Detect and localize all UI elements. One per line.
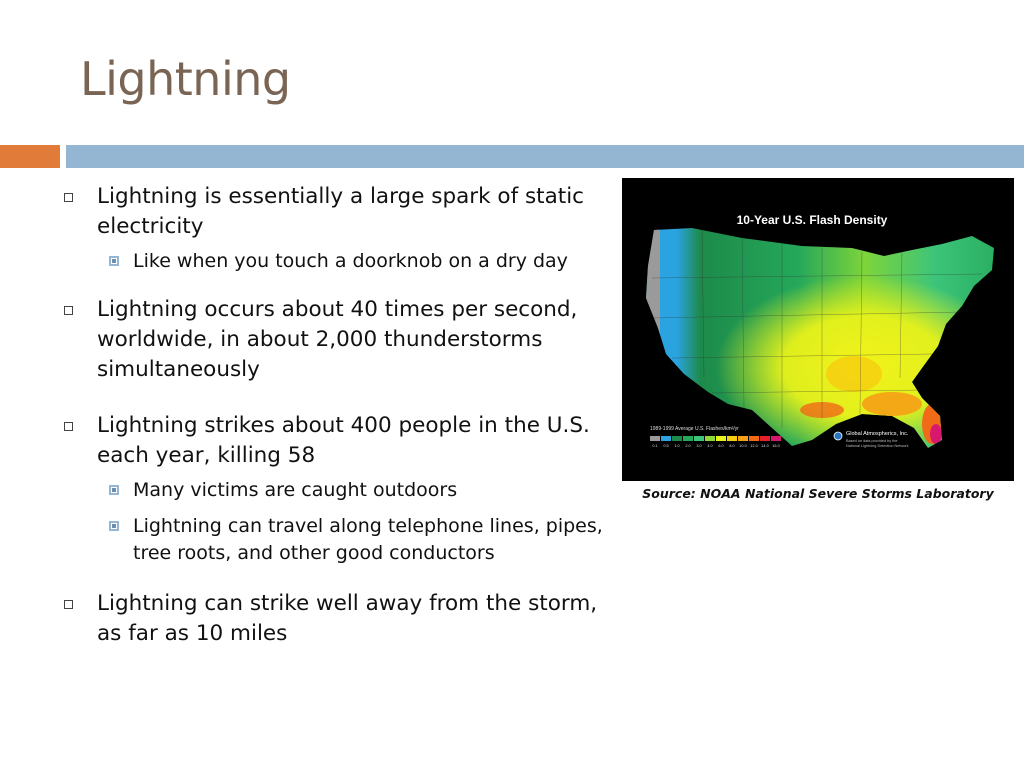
bullet-text: Lightning can strike well away from the storm, as far as 10 miles xyxy=(97,591,598,646)
legend-swatch xyxy=(760,436,770,441)
credit-block xyxy=(834,431,909,448)
flash-density-map xyxy=(622,178,1014,481)
bullet-text: Lightning occurs about 40 times per second, worldwide, in about 2,000 thunderstorms simultaneously xyxy=(97,297,578,382)
legend-swatch xyxy=(771,436,781,441)
legend-label: 12.0 xyxy=(750,444,758,448)
legend-swatch xyxy=(683,436,693,441)
map-legend xyxy=(650,426,781,448)
legend-swatch xyxy=(650,436,660,441)
credit-line2: National Lightning Detection Network xyxy=(846,444,909,448)
bullet-list xyxy=(58,182,614,675)
credit-name: Global Atmospherics, Inc. xyxy=(846,431,909,437)
legend-swatch xyxy=(705,436,715,441)
square-bullet-icon xyxy=(64,600,73,609)
legend-swatch xyxy=(672,436,682,441)
legend-label: 10.0 xyxy=(739,444,747,448)
sub-bullet-item xyxy=(97,477,614,504)
legend-swatch xyxy=(727,436,737,441)
figure-source: Source: NOAA National Severe Storms Laboratory xyxy=(642,486,994,501)
sub-bullet-item xyxy=(97,248,614,275)
bullet-item xyxy=(58,411,614,567)
legend-title: 1989-1999 Average U.S. Flashes/km²/yr xyxy=(650,426,739,432)
sub-bullet-item xyxy=(97,513,614,567)
bullet-text: Lightning is essentially a large spark of static electricity xyxy=(97,184,585,239)
accent-bar-orange xyxy=(0,145,60,168)
legend-label: 6.0 xyxy=(718,444,724,448)
us-map-graphic xyxy=(622,178,1014,481)
legend-swatch xyxy=(661,436,671,441)
globe-icon xyxy=(834,432,842,440)
legend-swatch xyxy=(694,436,704,441)
credit-line1: Based on data provided by the xyxy=(846,439,898,443)
sub-bullet-text: Many victims are caught outdoors xyxy=(133,479,458,501)
legend-label: 1.0 xyxy=(674,444,680,448)
sub-bullet-text: Lightning can travel along telephone lines, pipes, tree roots, and other good conductors xyxy=(133,515,603,564)
legend-label: 4.0 xyxy=(707,444,713,448)
slide-title: Lightning xyxy=(80,52,291,106)
bullet-item xyxy=(58,182,614,275)
square-bullet-icon xyxy=(64,422,73,431)
legend-label: 3.0 xyxy=(696,444,702,448)
bullet-item xyxy=(58,589,614,649)
legend-label: 14.0 xyxy=(761,444,769,448)
legend-label: 0.5 xyxy=(663,444,669,448)
square-bullet-icon xyxy=(109,256,119,266)
bullet-text: Lightning strikes about 400 people in the U.S. each year, killing 58 xyxy=(97,413,590,468)
square-bullet-icon xyxy=(109,521,119,531)
legend-label: 16.0 xyxy=(772,444,780,448)
square-bullet-icon xyxy=(64,193,73,202)
us-outline-icon xyxy=(622,218,1014,458)
legend-label: 8.0 xyxy=(729,444,735,448)
bullet-item xyxy=(58,295,614,385)
legend-swatch xyxy=(738,436,748,441)
legend-label: 0.1 xyxy=(652,444,658,448)
legend-swatch xyxy=(716,436,726,441)
legend-swatch xyxy=(749,436,759,441)
square-bullet-icon xyxy=(109,485,119,495)
legend-label: 2.0 xyxy=(685,444,691,448)
square-bullet-icon xyxy=(64,306,73,315)
map-title: 10-Year U.S. Flash Density xyxy=(736,213,888,227)
accent-bar-blue xyxy=(66,145,1024,168)
sub-bullet-text: Like when you touch a doorknob on a dry day xyxy=(133,250,568,272)
